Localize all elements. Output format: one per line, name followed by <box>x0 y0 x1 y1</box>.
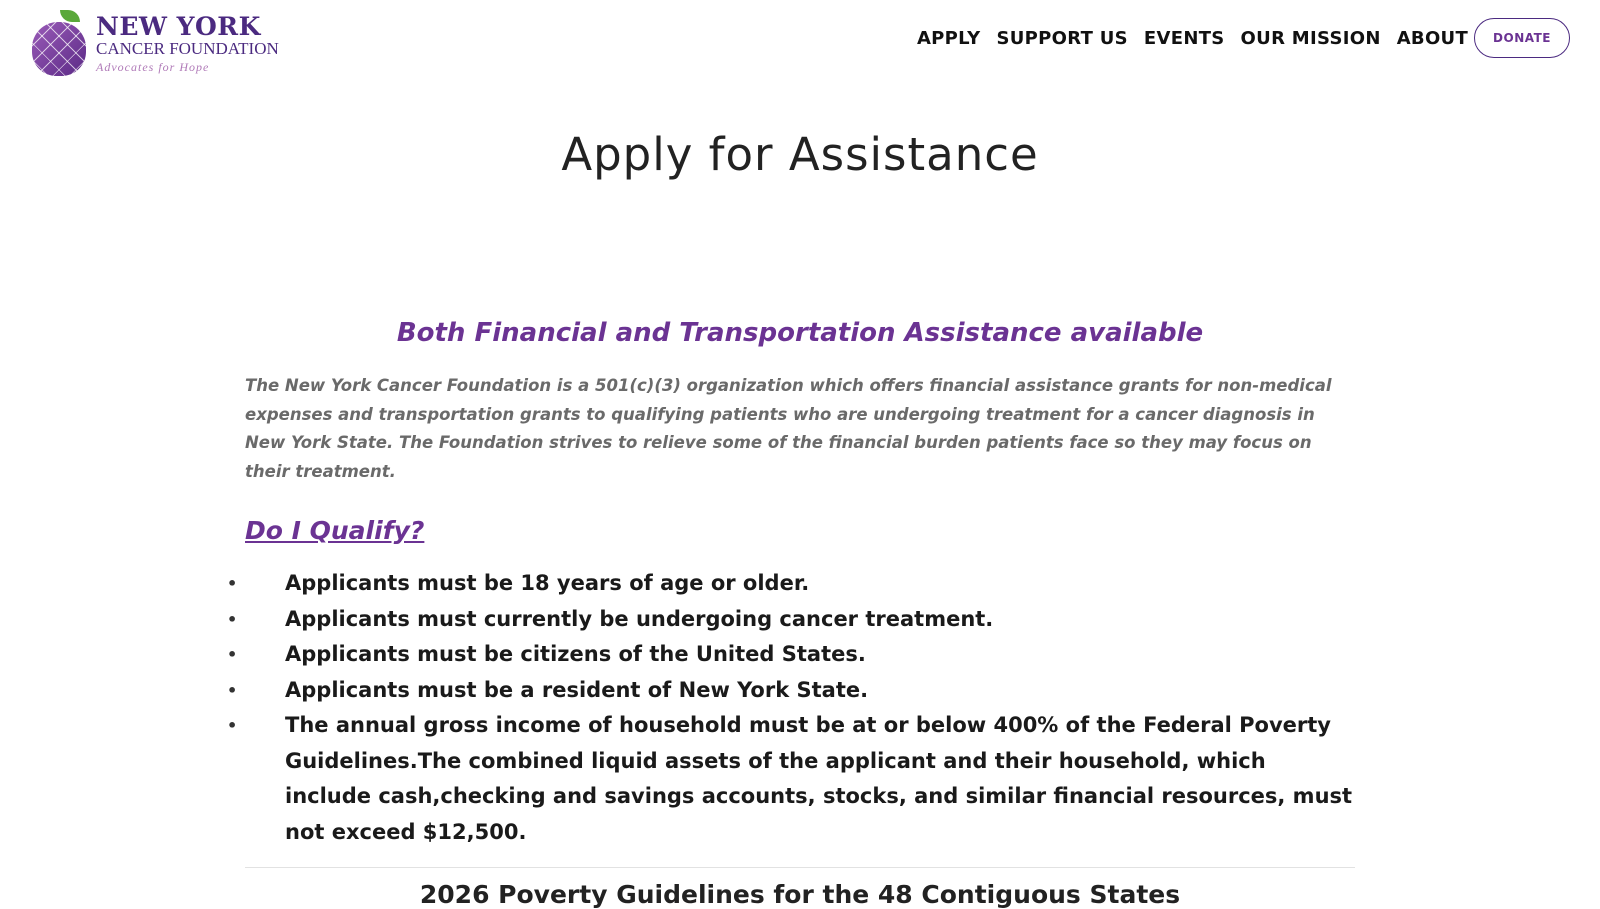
logo-tagline: Advocates for Hope <box>96 59 210 74</box>
main-nav <box>901 18 1570 58</box>
logo[interactable] <box>30 6 290 80</box>
apple-logo-icon <box>30 10 88 76</box>
list-item: • Applicants must currently be undergoing cancer treatment. <box>285 602 1355 638</box>
divider <box>245 867 1355 868</box>
logo-line1: NEW YORK <box>96 11 261 41</box>
list-item: • Applicants must be citizens of the United States. <box>285 637 1355 673</box>
donate-button[interactable]: DONATE <box>1474 18 1570 58</box>
list-item: • Applicants must be 18 years of age or older. <box>285 566 1355 602</box>
intro-paragraph: The New York Cancer Foundation is a 501(c)(3) organization which offers financial assistance grants for non-medical expenses and transportation grants to qualifying patients who are undergoing treatment for a cancer diagnosis in New York State. The Foundation strives to relieve some of the financial burden patients face so they may focus on their treatment. <box>245 376 1332 481</box>
nav-about[interactable]: ABOUT <box>1396 27 1469 49</box>
nav-our-mission[interactable]: OUR MISSION <box>1240 27 1381 49</box>
nav-support-us[interactable]: SUPPORT US <box>996 27 1128 49</box>
nav-apply[interactable]: APPLY <box>916 27 981 49</box>
logo-line2: CANCER FOUNDATION <box>96 38 279 58</box>
requirements-list <box>285 566 1355 850</box>
list-item: • Applicants must be a resident of New York State. <box>285 673 1355 709</box>
list-item: • The annual gross income of household must be at or below 400% of the Federal Poverty Guidelines.The combined liquid assets of the applicant and their household, which include cash,checking and savings accounts, stocks, and similar financial resources, must not exceed $12,500. <box>285 708 1355 850</box>
page-title: Apply for Assistance <box>561 128 1039 181</box>
subtitle: Both Financial and Transportation Assistance available <box>396 318 1204 348</box>
qualify-heading: Do I Qualify? <box>245 516 425 545</box>
guidelines-heading: 2026 Poverty Guidelines for the 48 Contiguous States <box>419 880 1181 909</box>
nav-events[interactable]: EVENTS <box>1143 27 1225 49</box>
